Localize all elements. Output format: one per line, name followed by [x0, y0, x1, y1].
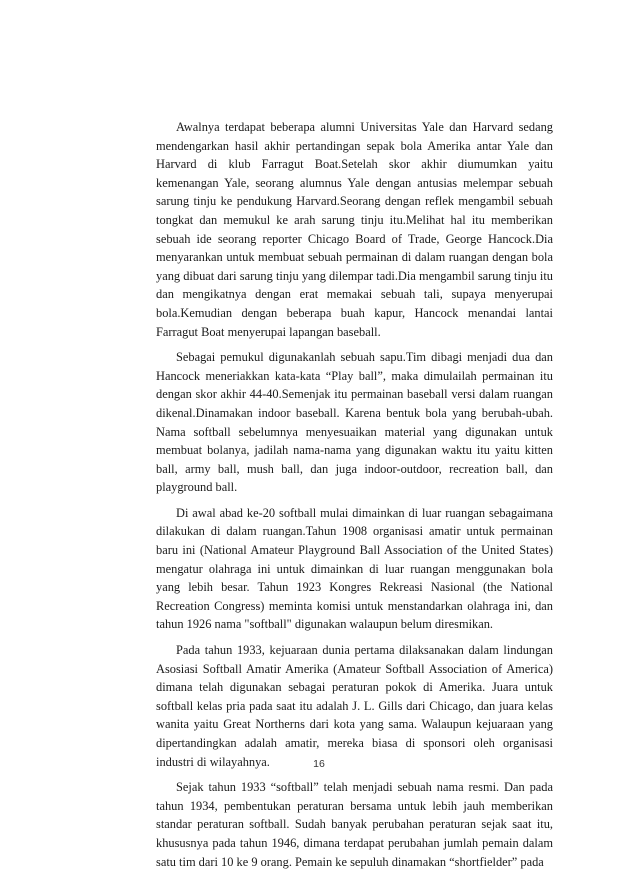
page-number: 16 [313, 758, 325, 770]
paragraph-origin-story: Awalnya terdapat beberapa alumni Universitas Yale dan Harvard sedang mendengarkan hasil akhir pertandingan sepak bola Amerika antar Yale dan Harvard di klub Farragut Boat.Setelah skor akhir diumumkan yaitu kemenangan Yale, seorang alumnus Yale dengan antusias melempar sebuah sarung tinju ke pendukung Harvard.Seorang dengan reflek mengambil sebuah tongkat dan memukul ke arah sarung tinju itu.Melihat hal itu memberikan sebuah ide seorang reporter Chicago Board of Trade, George Hancock.Dia menyarankan untuk membuat sebuah permainan di dalam ruangan dengan bola yang dibuat dari sarung tinju yang dilempar tadi.Dia mengambil sarung tinju itu dan mengikatnya dengan erat memakai sebuah tali, supaya menyerupai bola.Kemudian dengan beberapa buah kapur, Hancock menandai lantai Farragut Boat menyerupai lapangan baseball. [156, 120, 553, 339]
paragraph-outdoor-play: Di awal abad ke-20 softball mulai dimainkan di luar ruangan sebagaimana dilakukan di dalam ruangan.Tahun 1908 organisasi amatir untuk permainan baru ini (National Amateur Playground Ball Association of the United States) mengatur olahraga ini untuk dimainkan di luar ruangan menggunakan bola yang lebih besar. Tahun 1923 Kongres Rekreasi Nasional (the National Recreation Congress) meminta komisi untuk menstandarkan olahraga ini, dan tahun 1926 nama "softball" digunakan walaupun belum diresmikan. [156, 505, 553, 632]
paragraph-world-championship: Pada tahun 1933, kejuaraan dunia pertama dilaksanakan dalam lindungan Asosiasi Softball Amatir Amerika (Amateur Softball Association of America) dimana telah digunakan sebagai peraturan pokok di Amerika. Juara untuk softball kelas pria pada saat itu adalah J. L. Gills dari Chicago, dan juara kelas wanita yaitu Great Northerns dari kota yang sama. Walaupun kejuaraan yang dipertandingkan adalah amatir, mereka biasa di sponsori oleh organisasi industri di wilayahnya. [156, 643, 553, 769]
paragraph-indoor-baseball: Sebagai pemukul digunakanlah sebuah sapu.Tim dibagi menjadi dua dan Hancock meneriakkan kata-kata “Play ball”, maka dimulailah permainan itu dengan skor akhir 44-40.Semenjak itu permainan baseball versi dalam ruangan dikenal.Dinamakan indoor baseball. Karena bentuk bola yang berubah-ubah. Nama softball sebelumnya menyesuaikan material yang digunakan untuk membuat bolanya, jadilah nama-nama yang digunakan waktu itu yaitu kitten ball, army ball, mush ball, dan juga indoor-outdoor, recreation ball, dan playground ball. [156, 350, 553, 495]
paragraph-official-name: Sejak tahun 1933 “softball” telah menjadi sebuah nama resmi. Dan pada tahun 1934, pembentukan peraturan bersama untuk lebih jauh memberikan standar peraturan softball. Sudah banyak perubahan peraturan sejak saat itu, khususnya pada tahun 1946, dimana terdapat perubahan jumlah pemain dalam satu tim dari 10 ke 9 orang. Pemain ke sepuluh dinamakan “shortfielder” pada [156, 780, 553, 869]
